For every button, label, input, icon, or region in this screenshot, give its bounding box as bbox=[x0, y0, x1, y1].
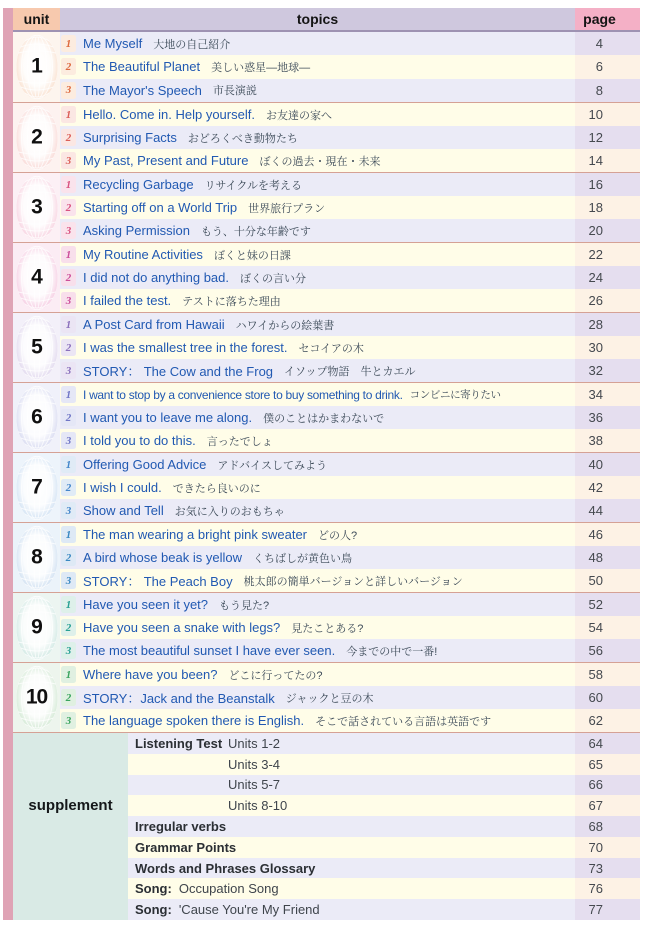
topic-title-en: Where have you been? bbox=[83, 667, 218, 682]
topic-title-en: I told you to do this. bbox=[83, 433, 196, 448]
topic-number-badge: 3 bbox=[61, 292, 76, 309]
header-page-label: page bbox=[575, 8, 640, 30]
toc-row bbox=[60, 546, 640, 569]
page-number: 30 bbox=[575, 336, 640, 359]
unit-cell bbox=[13, 523, 60, 592]
supplement-item-text: 'Cause You're My Friend bbox=[178, 902, 320, 918]
unit-cell bbox=[13, 32, 60, 102]
toc-main bbox=[13, 8, 640, 920]
page-number: 24 bbox=[575, 266, 640, 289]
topic-number-badge: 3 bbox=[61, 502, 76, 519]
topic-title-en: Have you seen a snake with legs? bbox=[83, 620, 281, 635]
topic-title-en: Have you seen it yet? bbox=[83, 597, 209, 612]
toc-row bbox=[60, 593, 640, 616]
supplement-row bbox=[128, 837, 640, 858]
topic-subtitle-ja: セコイアの木 bbox=[298, 342, 364, 355]
topic-subtitle-ja: くちばしが黄色い鳥 bbox=[252, 552, 352, 565]
toc-row bbox=[60, 243, 640, 266]
toc-row bbox=[60, 709, 640, 732]
header-unit-label: unit bbox=[13, 8, 60, 30]
unit-block bbox=[13, 522, 640, 592]
topic-number-badge: 3 bbox=[61, 572, 76, 589]
page-number: 68 bbox=[575, 816, 640, 837]
topic-subtitle-ja: おどろくべき動物たち bbox=[187, 132, 298, 145]
toc-row bbox=[60, 219, 640, 242]
page-number: 46 bbox=[575, 523, 640, 546]
page-number: 18 bbox=[575, 196, 640, 219]
unit-block bbox=[13, 242, 640, 312]
toc-row bbox=[60, 32, 640, 55]
page-number: 8 bbox=[575, 79, 640, 102]
unit-topic-rows bbox=[60, 523, 640, 592]
topic-number-badge: 3 bbox=[61, 362, 76, 379]
topic-number-badge: 3 bbox=[61, 82, 76, 99]
supplement-item-title: Irregular verbs bbox=[135, 819, 227, 835]
supplement-item-text: Occupation Song bbox=[178, 881, 279, 897]
topic-number-badge: 1 bbox=[61, 246, 76, 263]
page-number: 54 bbox=[575, 616, 640, 639]
topic-title-en: The man wearing a bright pink sweater bbox=[83, 527, 308, 542]
page-number: 28 bbox=[575, 313, 640, 336]
page-number: 16 bbox=[575, 173, 640, 196]
topic-subtitle-ja: 言ったでしょ bbox=[206, 435, 273, 448]
topic-subtitle-ja: 市長演説 bbox=[212, 85, 257, 98]
topic-title-en: Me Myself bbox=[83, 36, 143, 52]
unit-block bbox=[13, 32, 640, 102]
topic-number-badge: 2 bbox=[61, 129, 76, 146]
topic-title-en: The most beautiful sunset I have ever seen. bbox=[83, 643, 336, 658]
supplement-item-text: Units 3-4 bbox=[228, 756, 281, 772]
unit-cell bbox=[13, 383, 60, 452]
unit-topic-rows bbox=[60, 173, 640, 242]
supplement-row bbox=[128, 775, 640, 796]
supplement-row bbox=[128, 899, 640, 920]
supplement-item-title: Song: bbox=[135, 902, 172, 918]
page-number: 56 bbox=[575, 639, 640, 662]
supplement-item-title: Song: bbox=[135, 881, 172, 897]
supplement-label-cell bbox=[13, 733, 128, 920]
topic-number-badge: 2 bbox=[61, 58, 76, 75]
page-number: 14 bbox=[575, 149, 640, 172]
toc-row bbox=[60, 476, 640, 499]
topic-number-badge: 2 bbox=[61, 409, 76, 426]
topic-number-badge: 1 bbox=[61, 316, 76, 333]
page-number: 36 bbox=[575, 406, 640, 429]
supplement-item-title: Words and Phrases Glossary bbox=[135, 860, 316, 876]
topic-subtitle-ja: ぼくと妹の日課 bbox=[213, 249, 291, 262]
supplement-section bbox=[13, 732, 640, 920]
toc-row bbox=[60, 569, 640, 592]
topic-title-en: The Beautiful Planet bbox=[83, 59, 201, 75]
supplement-row bbox=[128, 878, 640, 899]
toc-row bbox=[60, 79, 640, 102]
page-number: 65 bbox=[575, 754, 640, 775]
topic-number-badge: 1 bbox=[61, 596, 76, 613]
toc-row bbox=[60, 149, 640, 172]
topic-subtitle-ja: アドバイスしてみよう bbox=[217, 459, 328, 472]
page-number: 73 bbox=[575, 858, 640, 879]
unit-cell bbox=[13, 173, 60, 242]
unit-topic-rows bbox=[60, 453, 640, 522]
topic-title-en: STORY：Jack and the Beanstalk bbox=[83, 691, 275, 706]
page-number: 34 bbox=[575, 383, 640, 406]
toc-row bbox=[60, 313, 640, 336]
topic-title-en: Offering Good Advice bbox=[83, 457, 207, 472]
topic-subtitle-ja: できたら良いのに bbox=[172, 482, 261, 495]
topic-title-en: I did not do anything bad. bbox=[83, 270, 230, 285]
supplement-item-text: Units 5-7 bbox=[228, 777, 281, 793]
page-number: 10 bbox=[575, 103, 640, 126]
toc-row bbox=[60, 289, 640, 312]
unit-number: 10 bbox=[25, 685, 48, 709]
page-number: 22 bbox=[575, 243, 640, 266]
topic-title-en: The Mayor's Speech bbox=[83, 82, 202, 98]
topic-number-badge: 2 bbox=[61, 549, 76, 566]
supplement-row bbox=[128, 816, 640, 837]
toc-table bbox=[3, 8, 640, 920]
supplement-rows bbox=[128, 733, 640, 920]
page-number: 60 bbox=[575, 686, 640, 709]
page-number: 50 bbox=[575, 569, 640, 592]
toc-row bbox=[60, 406, 640, 429]
toc-row bbox=[60, 429, 640, 452]
topic-subtitle-ja: どの人? bbox=[318, 529, 358, 542]
topic-number-badge: 3 bbox=[61, 712, 76, 729]
toc-row bbox=[60, 383, 640, 406]
toc-row bbox=[60, 686, 640, 709]
page-number: 32 bbox=[575, 359, 640, 382]
unit-number: 9 bbox=[31, 615, 42, 639]
page-number: 52 bbox=[575, 593, 640, 616]
unit-number: 3 bbox=[31, 195, 42, 219]
toc-row bbox=[60, 55, 640, 78]
header-topics-label: topics bbox=[60, 8, 575, 30]
unit-block bbox=[13, 592, 640, 662]
topic-subtitle-ja: もう、十分な年齢です bbox=[200, 225, 311, 238]
page-number: 42 bbox=[575, 476, 640, 499]
topic-subtitle-ja: テストに落ちた理由 bbox=[182, 295, 281, 308]
page-number: 67 bbox=[575, 795, 640, 816]
topic-number-badge: 1 bbox=[61, 106, 76, 123]
topic-title-en: The language spoken there is English. bbox=[83, 713, 305, 728]
topic-subtitle-ja: ぼくの過去・現在・未来 bbox=[259, 155, 381, 168]
topic-title-en: A bird whose beak is yellow bbox=[83, 550, 242, 565]
page-number: 58 bbox=[575, 663, 640, 686]
topic-subtitle-ja: お友達の家へ bbox=[265, 109, 332, 122]
topic-number-badge: 1 bbox=[61, 456, 76, 473]
page-number: 44 bbox=[575, 499, 640, 522]
page-number: 48 bbox=[575, 546, 640, 569]
page-number: 66 bbox=[575, 775, 640, 796]
unit-number: 5 bbox=[31, 335, 42, 359]
page-number: 77 bbox=[575, 899, 640, 920]
toc-row bbox=[60, 359, 640, 382]
toc-row bbox=[60, 126, 640, 149]
topic-title-en: I was the smallest tree in the forest. bbox=[83, 340, 288, 355]
topic-title-en: My Past, Present and Future bbox=[83, 153, 249, 168]
topic-subtitle-ja: どこに行ってたの? bbox=[228, 669, 323, 682]
topic-subtitle-ja: ぼくの言い分 bbox=[240, 272, 307, 285]
page-number: 70 bbox=[575, 837, 640, 858]
unit-number: 6 bbox=[31, 405, 42, 429]
page-number: 26 bbox=[575, 289, 640, 312]
topic-subtitle-ja: 今までの中で一番! bbox=[346, 645, 438, 658]
toc-row bbox=[60, 453, 640, 476]
topic-title-en: A Post Card from Hawaii bbox=[83, 317, 225, 332]
topic-number-badge: 2 bbox=[61, 689, 76, 706]
toc-row bbox=[60, 639, 640, 662]
unit-topic-rows bbox=[60, 32, 640, 102]
unit-block bbox=[13, 102, 640, 172]
supplement-row bbox=[128, 858, 640, 879]
topic-number-badge: 2 bbox=[61, 479, 76, 496]
unit-cell bbox=[13, 663, 60, 732]
topic-title-en: I wish I could. bbox=[83, 480, 162, 495]
topic-title-en: Surprising Facts bbox=[83, 130, 177, 145]
toc-row bbox=[60, 266, 640, 289]
toc-row bbox=[60, 336, 640, 359]
unit-cell bbox=[13, 593, 60, 662]
supplement-row bbox=[128, 733, 640, 754]
units-list bbox=[13, 32, 640, 732]
topic-number-badge: 1 bbox=[61, 666, 76, 683]
topic-number-badge: 1 bbox=[61, 176, 76, 193]
topic-subtitle-ja: 見たことある? bbox=[291, 622, 364, 635]
topic-subtitle-ja: 大地の自己紹介 bbox=[153, 38, 231, 51]
unit-cell bbox=[13, 243, 60, 312]
topic-subtitle-ja: 僕のことはかまわないで bbox=[263, 412, 385, 425]
topic-title-en: My Routine Activities bbox=[83, 247, 203, 262]
toc-row bbox=[60, 173, 640, 196]
topic-number-badge: 3 bbox=[61, 642, 76, 659]
unit-cell bbox=[13, 103, 60, 172]
unit-cell bbox=[13, 453, 60, 522]
page-number: 4 bbox=[575, 32, 640, 55]
topic-number-badge: 2 bbox=[61, 269, 76, 286]
topic-title-en: STORY： The Cow and the Frog bbox=[83, 364, 274, 379]
page-number: 64 bbox=[575, 733, 640, 754]
topic-subtitle-ja: ハワイからの絵葉書 bbox=[235, 319, 335, 332]
toc-row bbox=[60, 523, 640, 546]
topic-title-en: I want to stop by a convenience store to buy something to drink. bbox=[83, 387, 403, 402]
supplement-row bbox=[128, 795, 640, 816]
topic-subtitle-ja: もう見た? bbox=[219, 599, 270, 612]
topic-subtitle-ja: コンビニに寄りたい bbox=[409, 389, 501, 401]
topic-title-en: STORY： The Peach Boy bbox=[83, 574, 233, 589]
unit-topic-rows bbox=[60, 593, 640, 662]
left-accent-bar bbox=[3, 8, 13, 920]
unit-number: 1 bbox=[31, 54, 42, 78]
unit-number: 8 bbox=[31, 545, 42, 569]
supplement-item-title: Listening Test bbox=[135, 735, 223, 751]
unit-block bbox=[13, 662, 640, 732]
topic-subtitle-ja: 世界旅行プラン bbox=[248, 202, 326, 215]
page-number: 40 bbox=[575, 453, 640, 476]
topic-subtitle-ja: ジャックと豆の木 bbox=[285, 692, 374, 705]
toc-row bbox=[60, 663, 640, 686]
topic-number-badge: 1 bbox=[61, 386, 76, 403]
table-header bbox=[13, 8, 640, 32]
unit-topic-rows bbox=[60, 663, 640, 732]
page-number: 38 bbox=[575, 429, 640, 452]
toc-row bbox=[60, 499, 640, 522]
topic-number-badge: 1 bbox=[61, 526, 76, 543]
topic-number-badge: 2 bbox=[61, 619, 76, 636]
topic-title-en: Asking Permission bbox=[83, 223, 190, 238]
topic-title-en: Recycling Garbage bbox=[83, 177, 194, 192]
topic-subtitle-ja: 桃太郎の簡単バージョンと詳しいバージョン bbox=[243, 575, 463, 588]
unit-topic-rows bbox=[60, 383, 640, 452]
topic-number-badge: 3 bbox=[61, 432, 76, 449]
topic-title-en: I failed the test. bbox=[83, 293, 172, 308]
page-number: 6 bbox=[575, 55, 640, 78]
supplement-label: supplement bbox=[28, 797, 113, 814]
unit-block bbox=[13, 172, 640, 242]
topic-subtitle-ja: イソップ物語 牛とカエル bbox=[284, 365, 416, 378]
unit-block bbox=[13, 312, 640, 382]
toc-row bbox=[60, 103, 640, 126]
page-number: 12 bbox=[575, 126, 640, 149]
supplement-item-text: Units 1-2 bbox=[228, 735, 281, 751]
toc-row bbox=[60, 196, 640, 219]
page-number: 76 bbox=[575, 878, 640, 899]
topic-subtitle-ja: リサイクルを考える bbox=[204, 179, 303, 192]
unit-number: 2 bbox=[31, 125, 42, 149]
page-number: 20 bbox=[575, 219, 640, 242]
unit-topic-rows bbox=[60, 243, 640, 312]
topic-number-badge: 2 bbox=[61, 339, 76, 356]
unit-number: 4 bbox=[31, 265, 42, 289]
unit-topic-rows bbox=[60, 103, 640, 172]
toc-row bbox=[60, 616, 640, 639]
topic-title-en: I want you to leave me along. bbox=[83, 410, 253, 425]
topic-number-badge: 1 bbox=[61, 35, 76, 52]
topic-title-en: Show and Tell bbox=[83, 503, 164, 518]
unit-block bbox=[13, 452, 640, 522]
supplement-item-title: Grammar Points bbox=[135, 839, 237, 855]
unit-block bbox=[13, 382, 640, 452]
unit-topic-rows bbox=[60, 313, 640, 382]
topic-subtitle-ja: そこで話されている言語は英語です bbox=[315, 715, 492, 728]
topic-title-en: Starting off on a World Trip bbox=[83, 200, 238, 215]
topic-subtitle-ja: 美しい惑星―地球― bbox=[211, 61, 311, 74]
supplement-row bbox=[128, 754, 640, 775]
page-number: 62 bbox=[575, 709, 640, 732]
topic-title-en: Hello. Come in. Help yourself. bbox=[83, 107, 255, 122]
supplement-item-text: Units 8-10 bbox=[228, 798, 288, 814]
topic-subtitle-ja: お気に入りのおもちゃ bbox=[174, 505, 285, 518]
topic-number-badge: 2 bbox=[61, 199, 76, 216]
unit-cell bbox=[13, 313, 60, 382]
unit-number: 7 bbox=[31, 475, 42, 499]
topic-number-badge: 3 bbox=[61, 222, 76, 239]
topic-number-badge: 3 bbox=[61, 152, 76, 169]
